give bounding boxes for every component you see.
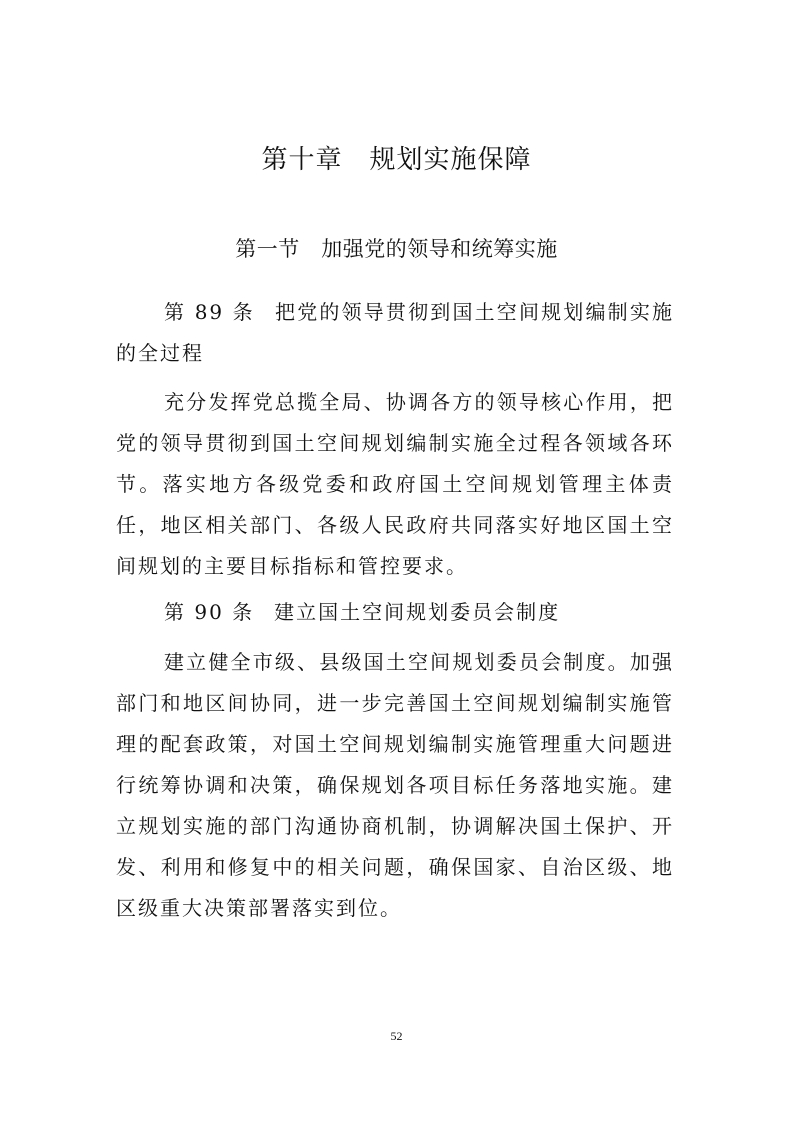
article-90-body: 建立健全市级、县级国土空间规划委员会制度。加强部门和地区间协同，进一步完善国土空间规划编制实施管理的配套政策，对国土空间规划编制实施管理重大问题进行统筹协调和决策，确保规划各项目标任务落地实施。建立规划实施的部门沟通协商机制，协调解决国土保护、开发、利用和修复中的相关问题，确保国家、自治区级、地区级重大决策部署落实到位。 xyxy=(116,650,674,920)
article-90-number: 第 90 条 xyxy=(164,600,255,624)
page-number: 52 xyxy=(390,1029,403,1043)
section-title: 第一节 加强党的领导和统筹实施 xyxy=(235,237,558,261)
article-89-title: 把党的领导贯彻到国土空间规划编制实施的全过程 xyxy=(116,300,675,365)
article-89-number: 第 89 条 xyxy=(164,300,255,324)
article-89-heading xyxy=(116,292,674,374)
article-89-body: 充分发挥党总揽全局、协调各方的领导核心作用，把党的领导贯彻到国土空间规划编制实施全过程各领域各环节。落实地方各级党委和政府国土空间规划管理主体责任，地区相关部门、各级人民政府共同落实好地区国土空间规划的主要目标指标和管控要求。 xyxy=(116,390,674,578)
chapter-title: 第十章 规划实施保障 xyxy=(261,145,532,175)
article-90-title: 建立国土空间规划委员会制度 xyxy=(274,600,561,624)
article-90-heading xyxy=(116,592,674,633)
